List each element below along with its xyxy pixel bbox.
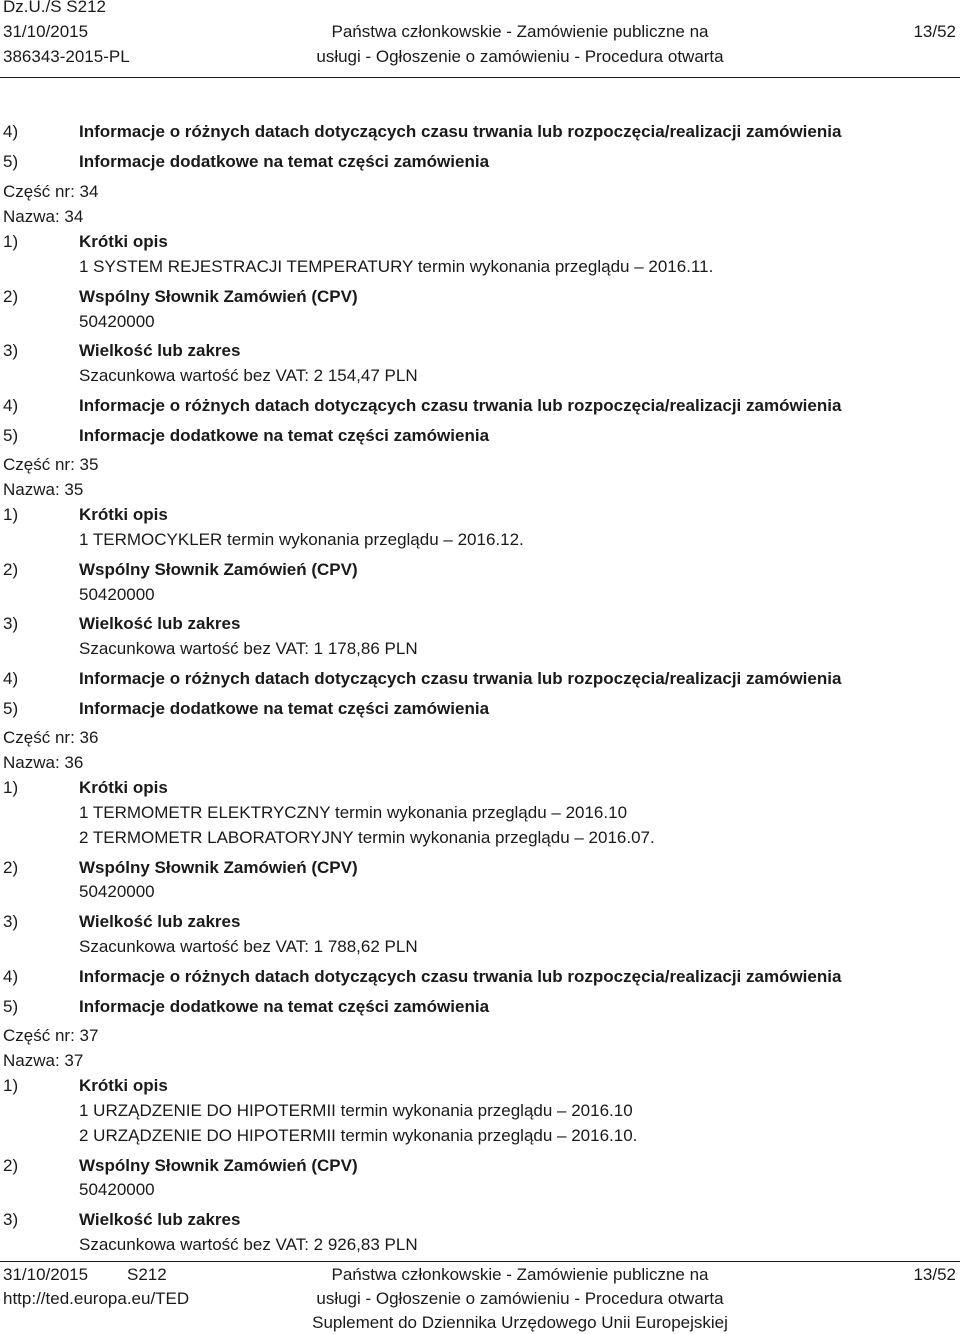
- part-number: Część nr: 35: [3, 455, 99, 474]
- section-heading: Wspólny Słownik Zamówień (CPV): [79, 560, 358, 579]
- description-line: 1 URZĄDZENIE DO HIPOTERMII termin wykonania przeglądu – 2016.10: [79, 1101, 633, 1120]
- footer-ted-link[interactable]: http://ted.europa.eu/TED: [3, 1289, 190, 1308]
- section-heading: Informacje o różnych datach dotyczących czasu trwania lub rozpoczęcia/realizacji zamówienia: [79, 122, 842, 141]
- part-name: Nazwa: 36: [3, 753, 84, 772]
- section-heading: Krótki opis: [79, 505, 168, 524]
- item-number: 4): [3, 396, 19, 415]
- footer-page-number: 13/52: [913, 1265, 956, 1284]
- header-notice-id: 386343-2015-PL: [3, 47, 130, 66]
- header-date: 31/10/2015: [3, 22, 89, 41]
- cpv-code: 50420000: [79, 312, 155, 331]
- description-line: 1 SYSTEM REJESTRACJI TEMPERATURY termin wykonania przeglądu – 2016.11.: [79, 257, 714, 276]
- item-number: 5): [3, 699, 19, 718]
- section-heading: Krótki opis: [79, 232, 168, 251]
- item-number: 1): [3, 232, 19, 251]
- part-name: Nazwa: 34: [3, 207, 84, 226]
- section-heading: Wielkość lub zakres: [79, 912, 241, 931]
- section-heading: Krótki opis: [79, 1076, 168, 1095]
- description-line: 2 TERMOMETR LABORATORYJNY termin wykonania przeglądu – 2016.07.: [79, 828, 655, 847]
- item-number: 4): [3, 122, 19, 141]
- section-heading: Informacje dodatkowe na temat części zamówienia: [79, 152, 490, 171]
- cpv-code: 50420000: [79, 882, 155, 901]
- section-heading: Wspólny Słownik Zamówień (CPV): [79, 858, 358, 877]
- part-number: Część nr: 36: [3, 728, 99, 747]
- section-heading: Krótki opis: [79, 778, 168, 797]
- part-name: Nazwa: 35: [3, 480, 84, 499]
- item-number: 1): [3, 1076, 19, 1095]
- part-number: Część nr: 37: [3, 1026, 99, 1045]
- section-heading: Wspólny Słownik Zamówień (CPV): [79, 287, 358, 306]
- footer-title-line2: usługi - Ogłoszenie o zamówieniu - Procedura otwarta: [316, 1289, 724, 1308]
- header-title-line1: Państwa członkowskie - Zamówienie publiczne na: [331, 22, 709, 41]
- item-number: 3): [3, 912, 19, 931]
- footer-journal: S212: [127, 1265, 167, 1284]
- description-line: 2 URZĄDZENIE DO HIPOTERMII termin wykonania przeglądu – 2016.10.: [79, 1126, 638, 1145]
- estimated-value: Szacunkowa wartość bez VAT: 1 178,86 PLN: [79, 639, 418, 658]
- part-name: Nazwa: 37: [3, 1051, 84, 1070]
- item-number: 5): [3, 152, 19, 171]
- header-page-number: 13/52: [913, 22, 956, 41]
- description-line: 1 TERMOMETR ELEKTRYCZNY termin wykonania przeglądu – 2016.10: [79, 803, 628, 822]
- estimated-value: Szacunkowa wartość bez VAT: 1 788,62 PLN: [79, 937, 418, 956]
- section-heading: Informacje o różnych datach dotyczących czasu trwania lub rozpoczęcia/realizacji zamówienia: [79, 396, 842, 415]
- section-heading: Wielkość lub zakres: [79, 614, 241, 633]
- estimated-value: Szacunkowa wartość bez VAT: 2 926,83 PLN: [79, 1235, 418, 1254]
- header-divider: [0, 77, 960, 78]
- item-number: 2): [3, 560, 19, 579]
- section-heading: Informacje o różnych datach dotyczących czasu trwania lub rozpoczęcia/realizacji zamówienia: [79, 967, 842, 986]
- item-number: 4): [3, 669, 19, 688]
- item-number: 2): [3, 1156, 19, 1175]
- item-number: 3): [3, 614, 19, 633]
- header-journal: Dz.U./S S212: [3, 0, 106, 16]
- item-number: 2): [3, 858, 19, 877]
- cpv-code: 50420000: [79, 1180, 155, 1199]
- section-heading: Wielkość lub zakres: [79, 1210, 241, 1229]
- footer-date: 31/10/2015: [3, 1265, 89, 1284]
- item-number: 2): [3, 287, 19, 306]
- section-heading: Informacje o różnych datach dotyczących czasu trwania lub rozpoczęcia/realizacji zamówienia: [79, 669, 842, 688]
- section-heading: Informacje dodatkowe na temat części zamówienia: [79, 997, 490, 1016]
- section-heading: Wielkość lub zakres: [79, 341, 241, 360]
- header-title-line2: usługi - Ogłoszenie o zamówieniu - Procedura otwarta: [316, 47, 724, 66]
- footer-title-line1: Państwa członkowskie - Zamówienie publiczne na: [331, 1265, 709, 1284]
- item-number: 3): [3, 341, 19, 360]
- item-number: 3): [3, 1210, 19, 1229]
- footer-title-line3: Suplement do Dziennika Urzędowego Unii Europejskiej: [312, 1313, 728, 1332]
- description-line: 1 TERMOCYKLER termin wykonania przeglądu – 2016.12.: [79, 530, 524, 549]
- item-number: 4): [3, 967, 19, 986]
- item-number: 5): [3, 426, 19, 445]
- cpv-code: 50420000: [79, 585, 155, 604]
- part-number: Część nr: 34: [3, 182, 99, 201]
- footer-divider: [0, 1261, 960, 1262]
- section-heading: Wspólny Słownik Zamówień (CPV): [79, 1156, 358, 1175]
- section-heading: Informacje dodatkowe na temat części zamówienia: [79, 426, 490, 445]
- estimated-value: Szacunkowa wartość bez VAT: 2 154,47 PLN: [79, 366, 418, 385]
- item-number: 1): [3, 505, 19, 524]
- item-number: 1): [3, 778, 19, 797]
- item-number: 5): [3, 997, 19, 1016]
- section-heading: Informacje dodatkowe na temat części zamówienia: [79, 699, 490, 718]
